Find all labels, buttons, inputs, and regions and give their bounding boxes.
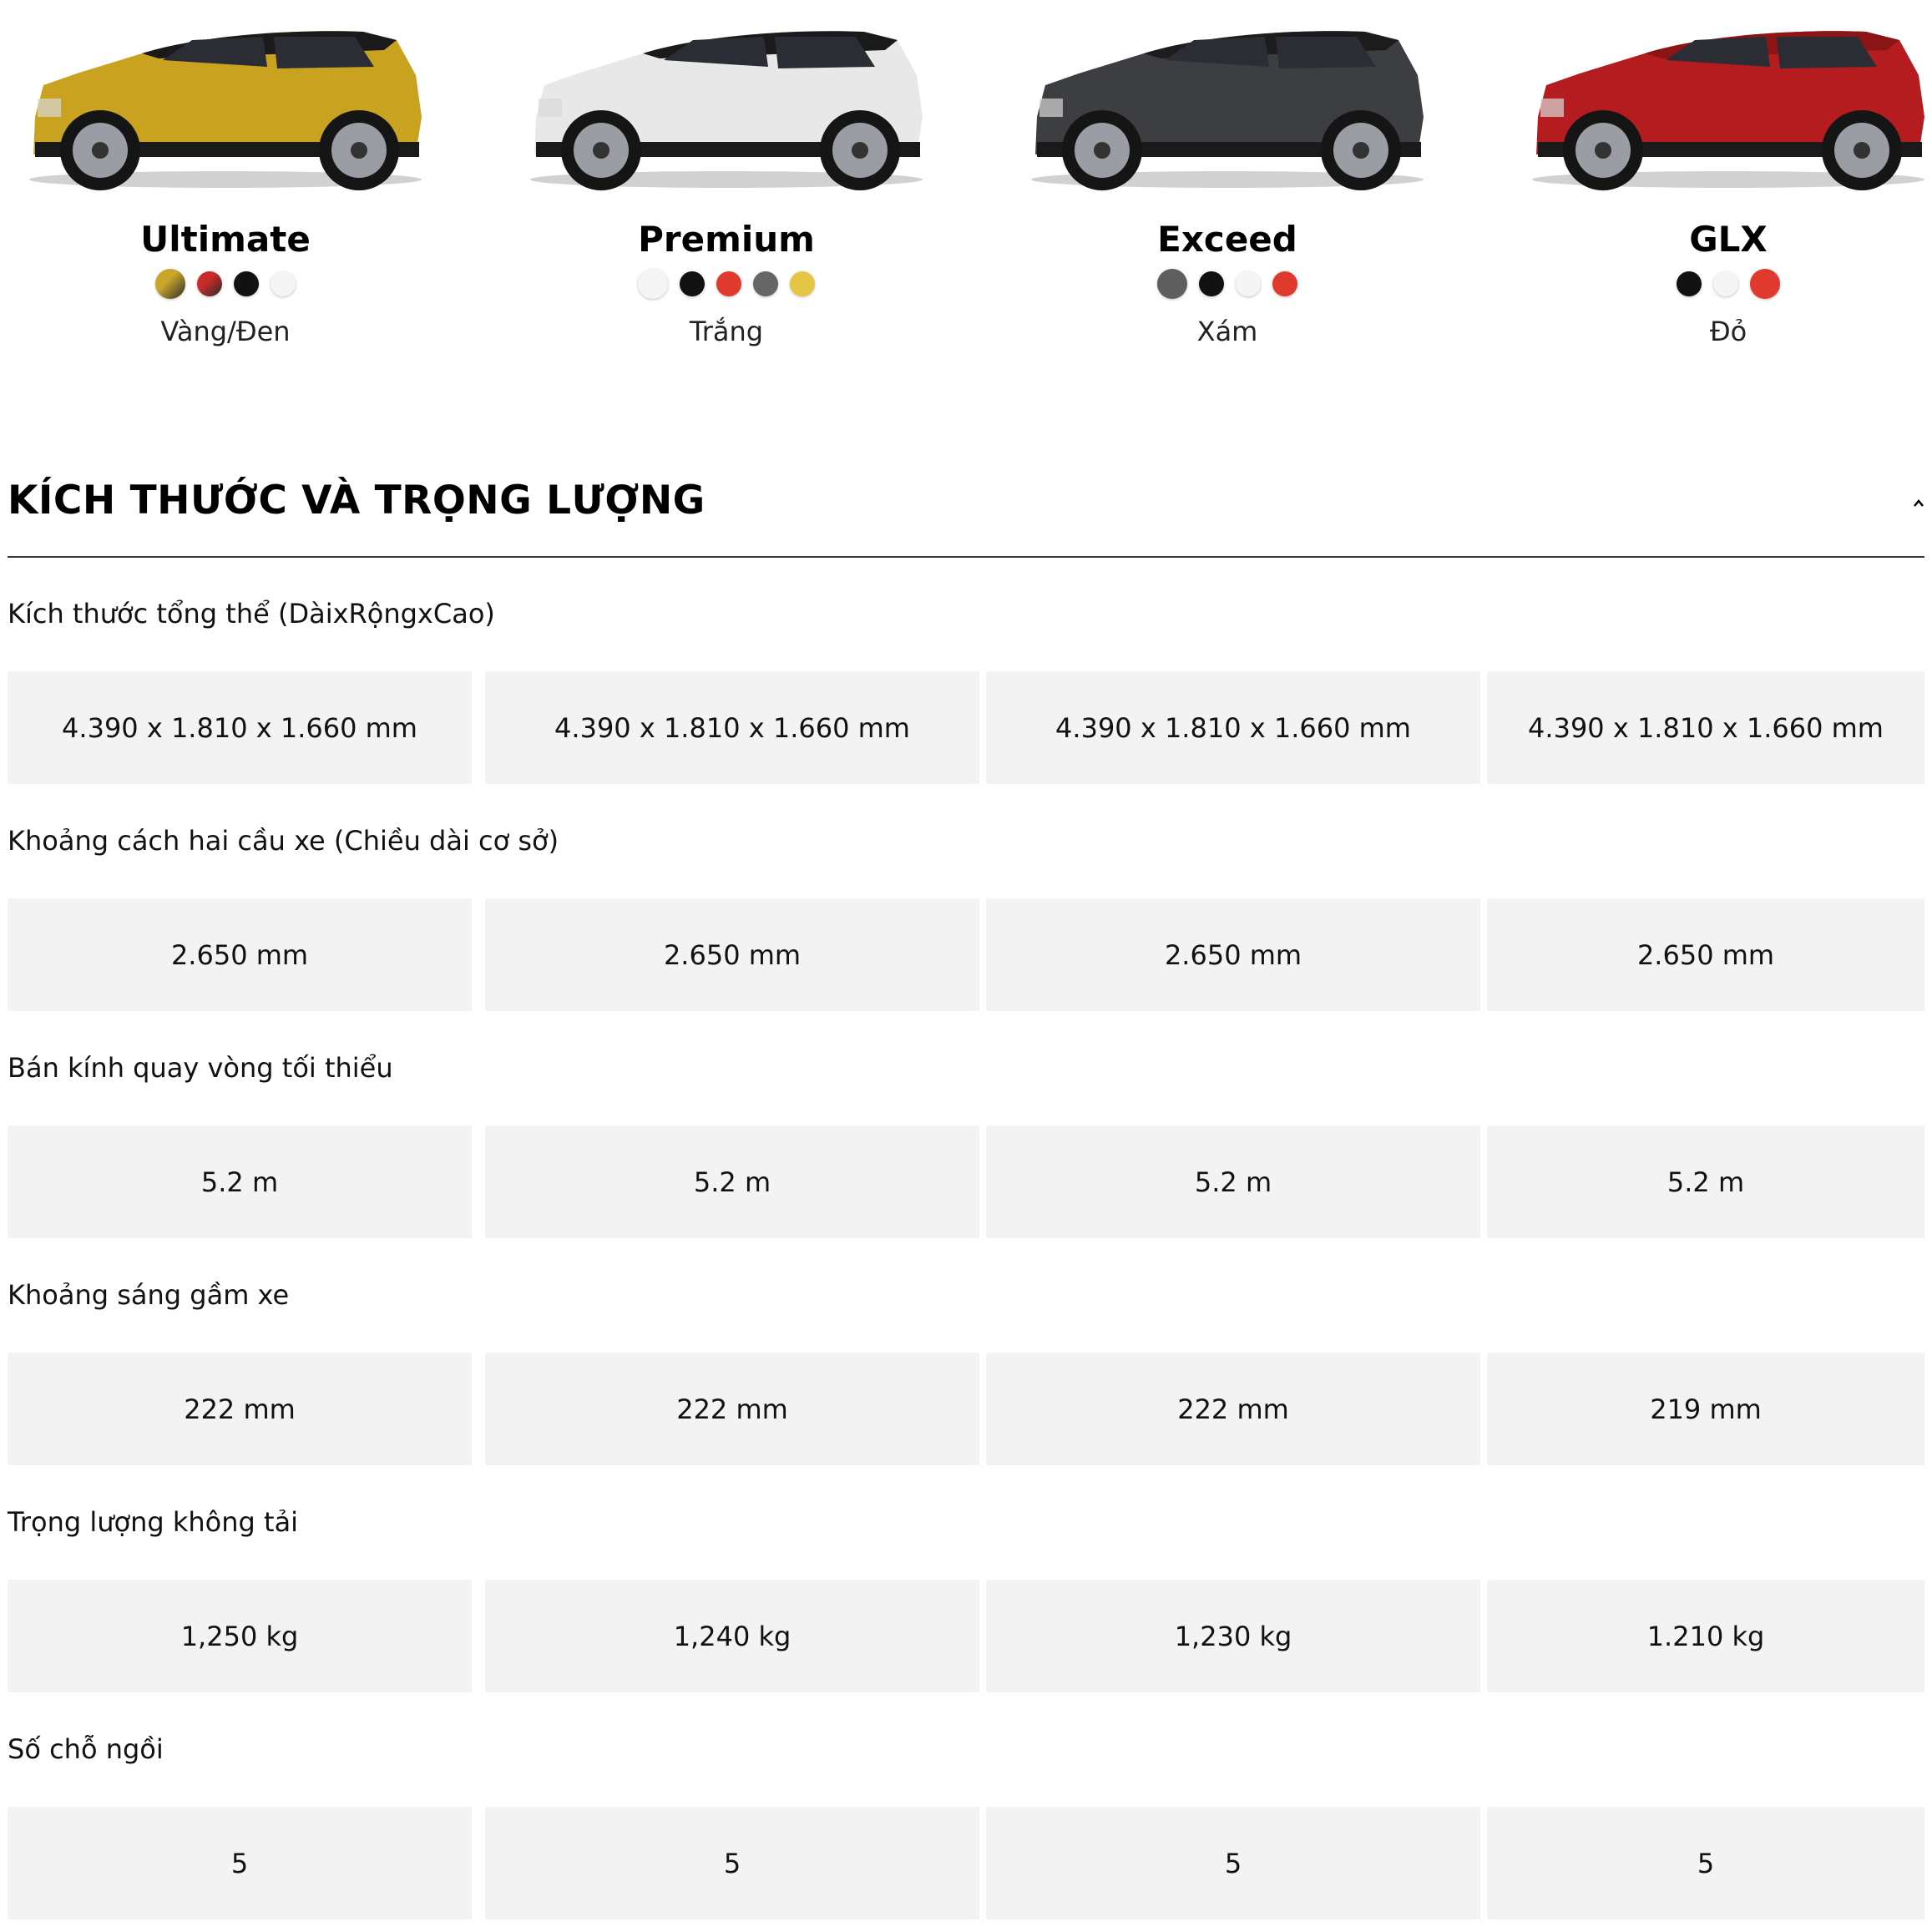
variant-name: Ultimate (140, 219, 311, 260)
variant-ultimate[interactable] (0, 0, 451, 376)
color-swatch[interactable] (1677, 271, 1702, 296)
spec-value-cell: 219 mm (1487, 1353, 1924, 1465)
color-name: Trắng (689, 316, 764, 347)
color-swatch[interactable] (638, 269, 668, 299)
color-swatch[interactable] (1157, 269, 1187, 299)
variant-name: GLX (1689, 219, 1768, 260)
color-swatch[interactable] (716, 271, 741, 296)
color-name: Đỏ (1709, 316, 1747, 347)
spec-value-cell: 2.650 mm (1487, 898, 1924, 1011)
color-swatch[interactable] (1750, 269, 1780, 299)
chevron-up-icon[interactable] (1912, 496, 1925, 509)
color-swatch[interactable] (1272, 271, 1297, 296)
spec-value-cell: 5.2 m (8, 1125, 472, 1238)
spec-label: Số chỗ ngồi (8, 1733, 164, 1765)
color-swatch[interactable] (1236, 271, 1261, 296)
color-swatch[interactable] (790, 271, 815, 296)
spec-value-cell: 4.390 x 1.810 x 1.660 mm (986, 671, 1480, 784)
color-swatch[interactable] (234, 271, 259, 296)
color-swatch[interactable] (680, 271, 705, 296)
color-swatches (0, 269, 451, 299)
spec-value-cell: 222 mm (986, 1353, 1480, 1465)
spec-label: Khoảng cách hai cầu xe (Chiều dài cơ sở) (8, 825, 559, 857)
spec-value-cell: 5 (986, 1807, 1480, 1919)
spec-value-cell: 5 (485, 1807, 979, 1919)
spec-value-cell: 1,230 kg (986, 1580, 1480, 1692)
spec-value-cell: 5.2 m (986, 1125, 1480, 1238)
color-name: Xám (1196, 316, 1258, 347)
spec-value-cell: 1,240 kg (485, 1580, 979, 1692)
section-divider (8, 556, 1924, 558)
color-swatch[interactable] (1713, 271, 1738, 296)
color-swatch[interactable] (155, 269, 185, 299)
car-image-premium (518, 17, 935, 192)
variant-selector (0, 0, 1932, 376)
variant-name: Exceed (1157, 219, 1297, 260)
color-swatch[interactable] (197, 271, 222, 296)
spec-value-cell: 4.390 x 1.810 x 1.660 mm (8, 671, 472, 784)
variant-name: Premium (638, 219, 815, 260)
variant-premium[interactable] (501, 0, 952, 376)
spec-value-cell: 222 mm (8, 1353, 472, 1465)
spec-value-cell: 2.650 mm (8, 898, 472, 1011)
car-image-ultimate (17, 17, 434, 192)
spec-label: Khoảng sáng gầm xe (8, 1279, 290, 1311)
spec-value-cell: 4.390 x 1.810 x 1.660 mm (1487, 671, 1924, 784)
spec-label: Trọng lượng không tải (8, 1506, 299, 1538)
color-swatches (1503, 269, 1932, 299)
spec-value-cell: 4.390 x 1.810 x 1.660 mm (485, 671, 979, 784)
spec-value-cell: 2.650 mm (485, 898, 979, 1011)
spec-value-cell: 5 (8, 1807, 472, 1919)
color-name: Vàng/Đen (160, 316, 291, 347)
spec-label: Bán kính quay vòng tối thiểu (8, 1052, 393, 1084)
spec-label: Kích thước tổng thể (DàixRộngxCao) (8, 598, 495, 630)
variant-exceed[interactable] (1002, 0, 1453, 376)
color-swatches (501, 269, 952, 299)
spec-value-cell: 5 (1487, 1807, 1924, 1919)
color-swatches (1002, 269, 1453, 299)
spec-value-cell: 2.650 mm (986, 898, 1480, 1011)
variant-glx[interactable] (1503, 0, 1932, 376)
color-swatch[interactable] (271, 271, 296, 296)
car-image-exceed (1019, 17, 1436, 192)
color-swatch[interactable] (1199, 271, 1224, 296)
color-swatch[interactable] (753, 271, 778, 296)
spec-value-cell: 5.2 m (485, 1125, 979, 1238)
spec-value-cell: 5.2 m (1487, 1125, 1924, 1238)
section-title[interactable]: KÍCH THƯỚC VÀ TRỌNG LƯỢNG (8, 478, 706, 523)
spec-value-cell: 1.210 kg (1487, 1580, 1924, 1692)
spec-value-cell: 1,250 kg (8, 1580, 472, 1692)
car-image-glx (1520, 17, 1932, 192)
spec-value-cell: 222 mm (485, 1353, 979, 1465)
